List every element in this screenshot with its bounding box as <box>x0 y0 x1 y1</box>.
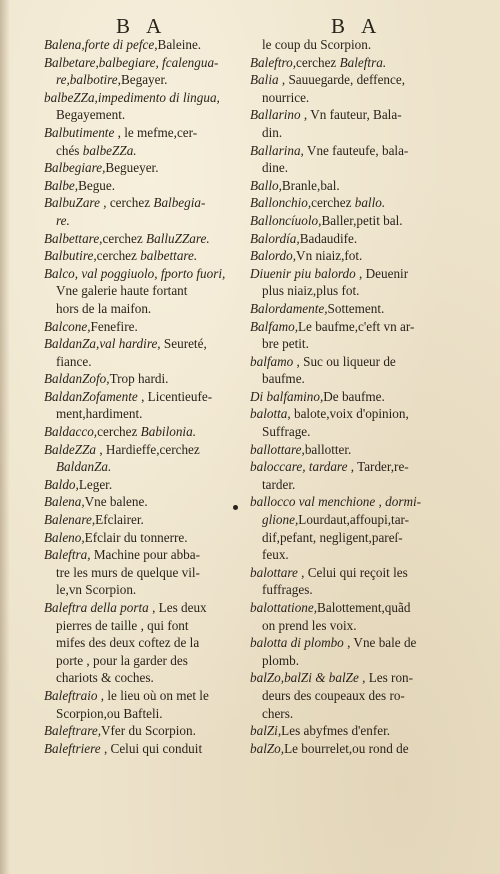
dictionary-line <box>250 441 448 459</box>
headword: BalbuZare <box>44 195 100 211</box>
definition: , le lieu où on met le <box>97 687 209 703</box>
definition: ment,hardiment. <box>56 406 143 422</box>
dictionary-line <box>44 212 246 230</box>
headword: Baldacco, <box>44 424 98 440</box>
dictionary-line <box>250 177 448 195</box>
definition: Machine pour abba- <box>90 547 201 563</box>
headword: glione, <box>262 512 299 528</box>
dictionary-line <box>250 599 448 617</box>
dictionary-line <box>44 388 246 406</box>
cross-reference: Babilonia. <box>140 424 196 440</box>
headword: baloccare, tardare <box>250 459 348 475</box>
definition: Begayement. <box>56 107 126 123</box>
dictionary-line <box>44 476 246 494</box>
dictionary-line <box>44 353 246 371</box>
definition: Badaudife. <box>299 230 358 246</box>
definition: Sottement. <box>327 300 385 316</box>
headword: balZo, <box>250 740 285 756</box>
headword: Ballarina, <box>250 142 304 158</box>
definition: , Les ron- <box>358 670 414 686</box>
dictionary-line <box>44 124 246 142</box>
definition: Suffrage. <box>262 424 311 440</box>
definition: Begueyer. <box>105 160 159 176</box>
headword: BaldanZa. <box>56 459 112 475</box>
dictionary-line <box>44 493 246 511</box>
headword: re. <box>56 212 70 228</box>
dictionary-line <box>250 212 448 230</box>
definition: , Tarder,re- <box>347 459 409 475</box>
definition: Vne galerie haute fortant <box>56 283 188 299</box>
dictionary-line <box>250 388 448 406</box>
headword: Balbettare, <box>44 230 103 246</box>
headword: Ballarino <box>250 107 301 123</box>
headword: Baleno, <box>44 529 85 545</box>
headword: balotta di plombo <box>250 635 344 651</box>
dictionary-line <box>250 159 448 177</box>
dictionary-line <box>250 564 448 582</box>
dictionary-line <box>44 669 246 687</box>
definition: feux. <box>262 547 289 563</box>
definition: mifes des deux coftez de la <box>56 635 200 651</box>
definition: chers. <box>262 705 294 721</box>
dictionary-line <box>44 687 246 705</box>
headword: Balcone, <box>44 318 91 334</box>
definition: Lourdaut,affoupi,tar- <box>298 512 410 528</box>
definition: plus niaiz,plus fot. <box>262 283 360 299</box>
cross-reference: balbeZZa. <box>82 142 137 158</box>
dictionary-line <box>44 54 246 72</box>
dictionary-line <box>250 194 448 212</box>
definition: , Licentieufe- <box>137 388 213 404</box>
dictionary-line <box>44 652 246 670</box>
definition: on prend les voix. <box>262 617 357 633</box>
headword: Ballonchio, <box>250 195 312 211</box>
cross-reference: Baleftra. <box>339 54 387 70</box>
definition: din. <box>262 124 283 140</box>
dictionary-line <box>250 89 448 107</box>
dictionary-line <box>250 230 448 248</box>
headword: Balordía, <box>250 230 300 246</box>
dictionary-line <box>250 529 448 547</box>
dictionary-line <box>250 652 448 670</box>
dictionary-line <box>44 581 246 599</box>
definition: porte , pour la garder des <box>56 652 188 668</box>
definition: Begayer. <box>120 72 168 88</box>
definition: Le bourrelet,ou rond de <box>284 740 409 756</box>
definition: le coup du Scorpion. <box>262 37 372 52</box>
dictionary-line <box>250 335 448 353</box>
headword: Diuenir piu balordo <box>250 265 356 281</box>
headword: Balbutire, <box>44 248 97 264</box>
left-column <box>44 36 246 757</box>
headword: balZi, <box>250 723 282 739</box>
definition: Les abyfmes d'enfer. <box>281 723 391 739</box>
definition: le,vn Scorpion. <box>56 582 137 598</box>
headword: Balloncíuolo, <box>250 212 322 228</box>
definition: Scorpion,ou Bafteli. <box>56 705 163 721</box>
headword: balottatione, <box>250 600 318 615</box>
definition: Begue. <box>78 177 116 193</box>
dictionary-line <box>44 423 246 441</box>
definition: Efclairer. <box>95 512 144 528</box>
definition: , Les deux <box>148 600 207 615</box>
dictionary-line <box>44 194 246 212</box>
dictionary-line <box>250 493 448 511</box>
definition: Seureté, <box>160 336 207 352</box>
dictionary-line <box>44 318 246 336</box>
definition: Vne balene. <box>84 494 148 510</box>
headword: ballottare, <box>250 441 305 457</box>
dictionary-line <box>250 423 448 441</box>
definition: , cerchez <box>99 195 154 211</box>
definition: , Celui qui conduit <box>100 740 203 756</box>
cross-reference: Balbegia- <box>153 195 206 211</box>
dictionary-line <box>250 617 448 635</box>
dictionary-line <box>250 722 448 740</box>
definition: , Vne bale de <box>343 635 417 651</box>
headword: BaldanZofo, <box>44 371 110 387</box>
dictionary-line <box>44 71 246 89</box>
headword: Balia <box>250 72 279 88</box>
dictionary-line <box>250 405 448 423</box>
dictionary-line <box>44 142 246 160</box>
definition: Branle,bal. <box>281 177 340 193</box>
definition: plomb. <box>262 652 299 668</box>
dictionary-line <box>250 546 448 564</box>
dictionary-line <box>44 230 246 248</box>
dictionary-line <box>250 124 448 142</box>
dictionary-line <box>44 159 246 177</box>
definition: deurs des coupeaux des ro- <box>262 687 405 703</box>
dictionary-line <box>44 106 246 124</box>
definition: balote,voix d'opinion, <box>290 406 409 422</box>
dictionary-line <box>44 282 246 300</box>
definition: fiance. <box>56 353 92 369</box>
definition: Vfer du Scorpion. <box>101 723 196 739</box>
definition: nourrice. <box>262 89 310 105</box>
dictionary-line <box>250 282 448 300</box>
definition: tarder. <box>262 476 296 492</box>
headword: Baleftriere <box>44 740 101 756</box>
dictionary-line <box>250 106 448 124</box>
definition: , Sauuegarde, deffence, <box>278 72 406 88</box>
definition: bre petit. <box>262 336 309 352</box>
definition: Balottement,quãd <box>317 600 411 615</box>
headword: balfamo <box>250 353 294 369</box>
cross-reference: balbettare. <box>140 248 198 264</box>
dictionary-line <box>44 300 246 318</box>
dictionary-line <box>250 581 448 599</box>
headword: Di balfamino, <box>250 388 324 404</box>
dictionary-line <box>250 458 448 476</box>
dictionary-line <box>250 71 448 89</box>
running-head-right: B A <box>331 14 383 38</box>
dictionary-line <box>44 89 246 107</box>
page-gutter-shadow <box>0 0 10 874</box>
definition: chariots & coches. <box>56 670 154 686</box>
headword: Baleftrare, <box>44 723 102 739</box>
headword: Baleftra della porta <box>44 600 149 615</box>
headword: ballocco val menchione , dormi- <box>250 494 422 510</box>
headword: re,balbotire, <box>56 72 121 88</box>
definition: ballotter. <box>304 441 352 457</box>
definition: Le baufme,c'eft vn ar- <box>298 318 415 334</box>
dictionary-line <box>44 722 246 740</box>
dictionary-line <box>250 511 448 529</box>
definition: fuffrages. <box>262 582 313 598</box>
headword: balbeZZa,impedimento di lingua, <box>44 89 220 105</box>
definition: Efclair du tonnerre. <box>84 529 188 545</box>
headword: Balfamo, <box>250 318 298 334</box>
dictionary-line <box>44 36 246 54</box>
headword: Balordo, <box>250 248 297 264</box>
dictionary-line <box>44 564 246 582</box>
headword: Balenare, <box>44 512 96 528</box>
dictionary-line <box>44 529 246 547</box>
definition: cerchez <box>96 248 141 264</box>
cross-reference: BalluZZare. <box>146 230 210 246</box>
dictionary-line <box>44 335 246 353</box>
headword: BaldeZZa <box>44 441 97 457</box>
ink-speck <box>233 505 238 510</box>
definition: , Vn fauteur, Bala- <box>300 107 402 123</box>
running-head-left: B A <box>116 14 168 38</box>
definition: Leger. <box>78 476 113 492</box>
dictionary-line <box>44 705 246 723</box>
headword: Balordamente, <box>250 300 328 316</box>
dictionary-line <box>250 247 448 265</box>
definition: cerchez <box>102 230 147 246</box>
headword: Balena, <box>44 494 85 510</box>
headword: balottare <box>250 564 298 580</box>
dictionary-line <box>250 54 448 72</box>
dictionary-line <box>250 705 448 723</box>
dictionary-line <box>44 634 246 652</box>
dictionary-line <box>44 370 246 388</box>
definition: Baller,petit bal. <box>321 212 403 228</box>
definition: cerchez <box>97 424 141 440</box>
headword: Balena,forte di pefce, <box>44 37 158 52</box>
definition: pierres de taille , qui font <box>56 617 189 633</box>
headword: Baleftro, <box>250 54 297 70</box>
definition: Trop hardi. <box>109 371 169 387</box>
dictionary-line <box>44 740 246 758</box>
headword: Baldo, <box>44 476 79 492</box>
dictionary-line <box>250 476 448 494</box>
dictionary-line <box>44 177 246 195</box>
headword: Balbe, <box>44 177 79 193</box>
dictionary-line <box>44 546 246 564</box>
definition: De baufme. <box>323 388 385 404</box>
headword: Baleftraio <box>44 687 98 703</box>
headword: Baleftra, <box>44 547 91 563</box>
definition: Baleine. <box>157 37 202 52</box>
dictionary-line <box>250 687 448 705</box>
definition: , Suc ou liqueur de <box>293 353 396 369</box>
definition: tre les murs de quelque vil- <box>56 564 200 580</box>
dictionary-line <box>250 669 448 687</box>
definition: , Celui qui reçoit les <box>297 564 408 580</box>
dictionary-line <box>250 740 448 758</box>
dictionary-line <box>250 353 448 371</box>
headword: balZo,balZi & balZe <box>250 670 359 686</box>
definition: cerchez <box>311 195 355 211</box>
definition: , Hardieffe,cerchez <box>96 441 200 457</box>
dictionary-line <box>250 370 448 388</box>
definition: dif,pefant, negligent,pareſ- <box>262 529 403 545</box>
dictionary-line <box>44 511 246 529</box>
headword: Balbegiare, <box>44 160 106 176</box>
headword: Balbutimente <box>44 124 115 140</box>
dictionary-line <box>250 634 448 652</box>
dictionary-line <box>44 247 246 265</box>
definition: hors de la maifon. <box>56 300 152 316</box>
headword: Balbetare,balbegiare, fcalengua- <box>44 54 219 70</box>
dictionary-line <box>44 405 246 423</box>
headword: balotta, <box>250 406 291 422</box>
definition: cerchez <box>296 54 340 70</box>
dictionary-line <box>44 599 246 617</box>
dictionary-line <box>250 142 448 160</box>
dictionary-line <box>250 318 448 336</box>
definition: chés <box>56 142 83 158</box>
dictionary-line <box>250 265 448 283</box>
right-column <box>250 36 448 757</box>
definition: baufme. <box>262 371 305 387</box>
cross-reference: ballo. <box>354 195 386 211</box>
dictionary-line <box>250 300 448 318</box>
headword: BaldanZa,val hardire, <box>44 336 161 352</box>
headword: Ballo, <box>250 177 282 193</box>
dictionary-line <box>44 458 246 476</box>
definition: , le mefme,cer- <box>114 124 198 140</box>
dictionary-line <box>250 36 448 54</box>
dictionary-line <box>44 617 246 635</box>
definition: Vn niaiz,fot. <box>296 248 363 264</box>
dictionary-line <box>44 265 246 283</box>
headword: Balco, val poggiuolo, fporto fuori, <box>44 265 226 281</box>
dictionary-line <box>44 441 246 459</box>
definition: , Deuenir <box>355 265 409 281</box>
definition: dine. <box>262 160 289 176</box>
definition: Fenefire. <box>90 318 138 334</box>
definition: Vne fauteufe, bala- <box>303 142 409 158</box>
headword: BaldanZofamente <box>44 388 138 404</box>
